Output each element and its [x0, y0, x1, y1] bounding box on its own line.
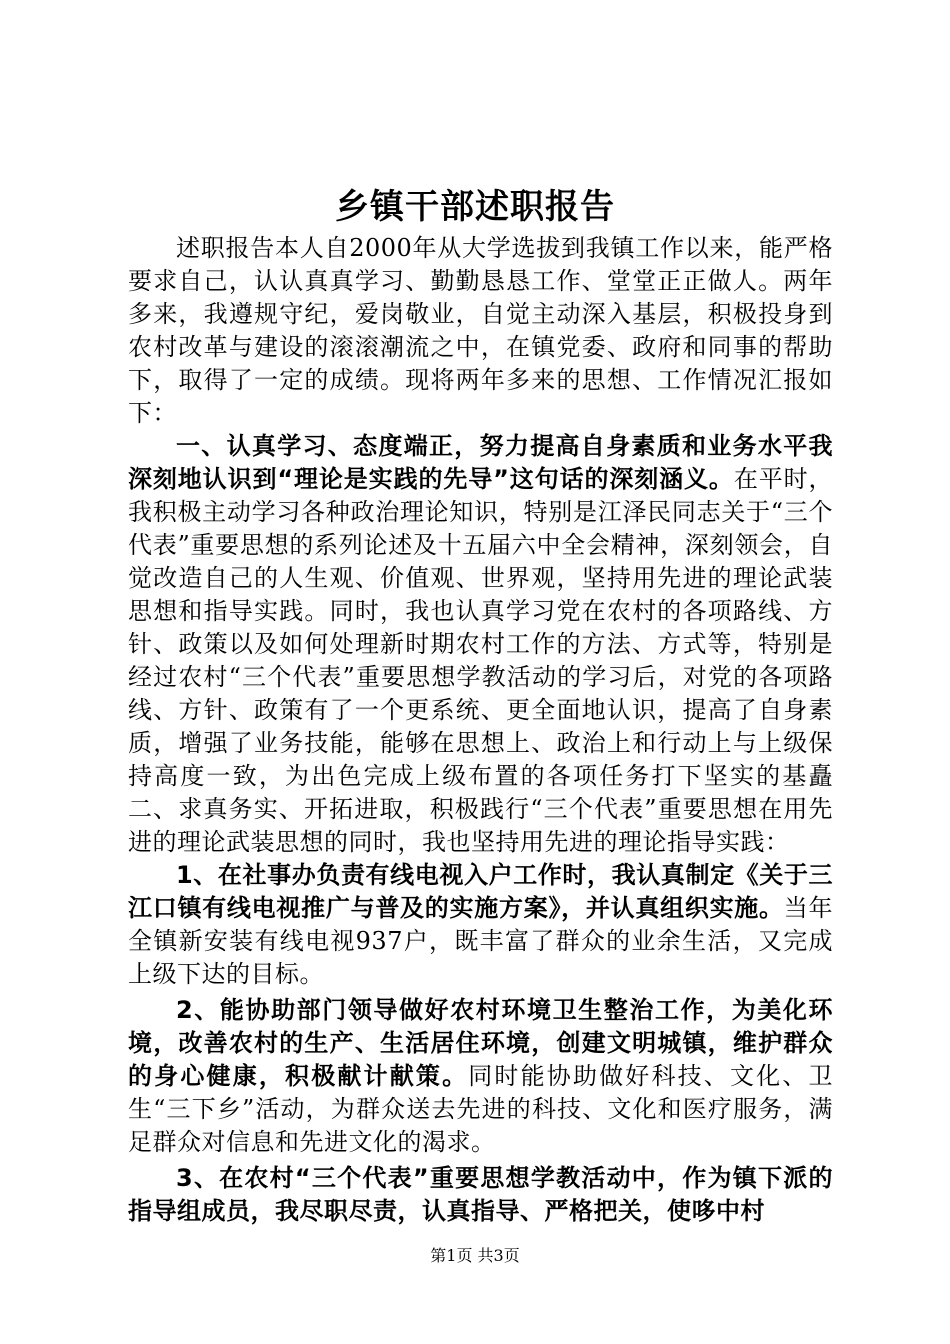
document-title: 乡镇干部述职报告: [335, 187, 615, 227]
item-2-text: 同时能协助做好科技、文化、卫生“三下乡”活动，为群众送去先进的科技、文化和医疗服务，满足群众对信息和先进文化的渴求。: [128, 1062, 833, 1156]
document-body: [128, 232, 833, 1228]
section-1-heading: 一、认真学习、态度端正，努力提高自身素质和业务水平我深刻地认识到“理论是实践的先导”这句话的深刻涵义。: [128, 432, 833, 493]
item-3-heading: 3、在农村“三个代表”重要思想学教活动中，作为镇下派的指导组成员，我尽职尽责，认真指导、严格把关，使哆中村: [128, 1164, 833, 1225]
page-number-footer: 第1页 共3页: [430, 1246, 520, 1265]
item-2-heading: 2、能协助部门领导做好农村环境卫生整治工作，为美化环境，改善农村的生产、生活居住环境，创建文明城镇，维护群众的身心健康，积极献计献策。: [128, 996, 833, 1090]
item-1-heading: 1、在社事办负责有线电视入户工作时，我认真制定《关于三江口镇有线电视推广与普及的实施方案》，并认真组织实施。: [128, 861, 833, 922]
paragraph-section-1: [128, 430, 833, 859]
paragraph-item-1: [128, 859, 833, 991]
section-1-text: 在平时，我积极主动学习各种政治理论知识，特别是江泽民同志关于“三个代表”重要思想的系列论述及十五届六中全会精神，深刻领会，自觉改造自己的人生观、价值观、世界观，坚持用先进的理论武装思想和指导实践。同时，我也认真学习党在农村的各项路线、方针、政策以及如何处理新时期农村工作的方法、方式等，特别是经过农村“三个代表”重要思想学教活动的学习后，对党的各项路线、方针、政策有了一个更系统、更全面地认识，提高了自身素质，增强了业务技能，能够在思想上、政治上和行动上与上级保持高度一致，为出色完成上级布置的各项任务打下坚实的基矗二、求真务实、开拓进取，积极践行“三个代表”重要思想在用先进的理论武装思想的同时，我也坚持用先进的理论指导实践：: [128, 465, 834, 856]
paragraph-item-2: [128, 994, 833, 1159]
paragraph-item-3: [128, 1162, 833, 1228]
paragraph-intro: 述职报告本人自2000年从大学选拔到我镇工作以来，能严格要求自己，认认真真学习、勤勤恳恳工作、堂堂正正做人。两年多来，我遵规守纪，爱岗敬业，自觉主动深入基层，积极投身到农村改革与建设的滚滚潮流之中，在镇党委、政府和同事的帮助下，取得了一定的成绩。现将两年多来的思想、工作情况汇报如下：: [128, 234, 833, 427]
item-1-text: 当年全镇新安装有线电视937户，既丰富了群众的业余生活，又完成上级下达的目标。: [128, 894, 833, 988]
